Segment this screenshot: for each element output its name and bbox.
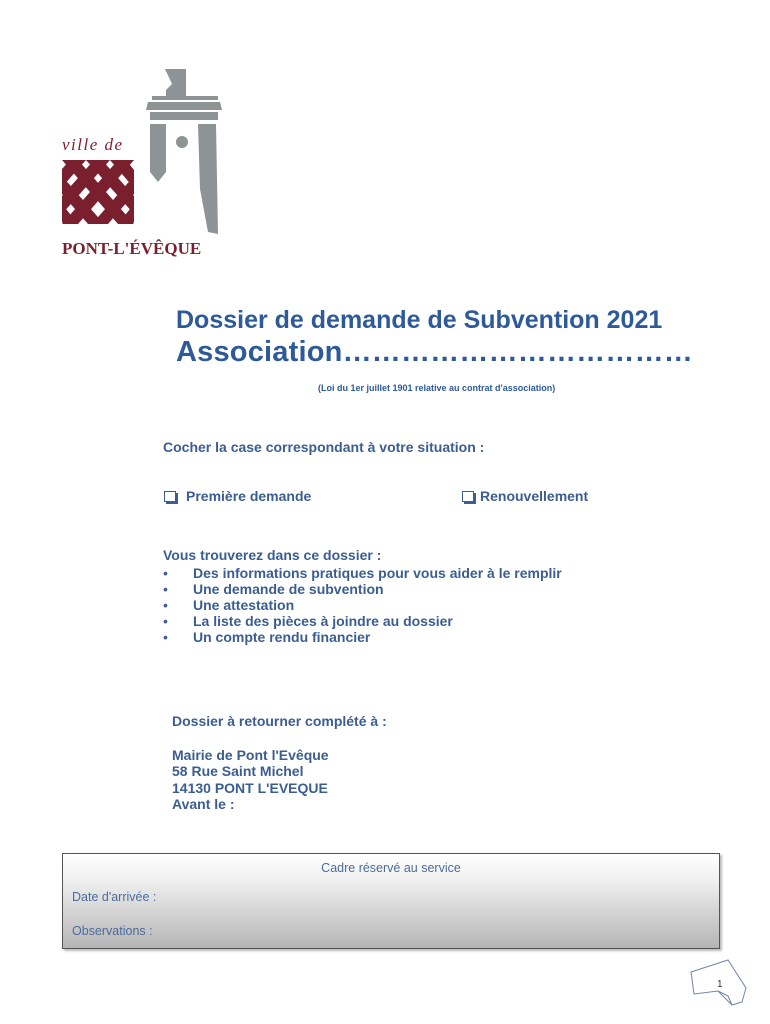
page-number-tag [688, 958, 748, 1008]
document-title: Dossier de demande de Subvention 2021 [176, 306, 663, 334]
observations-label: Observations : [72, 924, 153, 938]
logo-tower-right [198, 124, 218, 234]
logo-tower-left [150, 124, 166, 182]
bullet-icon: • [163, 597, 168, 613]
list-item: • Un compte rendu financier [163, 629, 371, 645]
option-renouvellement[interactable] [462, 488, 588, 504]
bullet-icon: • [163, 581, 168, 597]
bullet-icon: • [163, 629, 168, 645]
dossier-contents-list [163, 565, 562, 645]
logo-woven-pattern [62, 160, 134, 224]
return-address-block [172, 713, 387, 813]
logo-town-name: PONT-L'ÉVÊQUE [62, 239, 202, 258]
dossier-intro: Vous trouverez dans ce dossier : [163, 547, 382, 563]
option-label: Renouvellement [480, 488, 589, 504]
option-label: Première demande [186, 488, 312, 504]
option-premiere-demande[interactable] [164, 488, 311, 504]
address-line: Mairie de Pont l'Evêque [172, 746, 329, 763]
deadline-label: Avant le : [172, 796, 235, 812]
list-item: • Des informations pratiques pour vous aider à le remplir [163, 565, 562, 581]
logo-tower-roof [165, 69, 186, 84]
title-block [176, 305, 736, 369]
service-reserved-box [62, 853, 720, 949]
legal-subtitle: (Loi du 1er juillet 1901 relative au contrat d'association) [318, 383, 556, 393]
association-name-line: Association……………………………… [176, 336, 693, 368]
checkbox-icon[interactable] [462, 491, 474, 502]
address-line: 14130 PONT L'EVEQUE [172, 779, 328, 796]
logo-ville-de-text: ville de [62, 135, 124, 154]
list-item: • Une demande de subvention [163, 581, 384, 597]
service-box-title: Cadre réservé au service [321, 861, 461, 875]
checkbox-icon[interactable] [164, 491, 176, 502]
list-item: • La liste des pièces à joindre au dossier [163, 613, 453, 629]
logo-tower-window [176, 136, 188, 148]
address-line: 58 Rue Saint Michel [172, 763, 304, 779]
ville-de-pont-leveque-logo [58, 64, 228, 264]
return-heading: Dossier à retourner complété à : [172, 713, 387, 729]
situation-instruction: Cocher la case correspondant à votre situation : [163, 439, 485, 455]
bullet-icon: • [163, 613, 168, 629]
bullet-icon: • [163, 565, 168, 581]
page-number: 1 [717, 979, 723, 990]
arrival-date-label: Date d'arrivée : [72, 890, 157, 904]
list-item: • Une attestation [163, 597, 295, 613]
